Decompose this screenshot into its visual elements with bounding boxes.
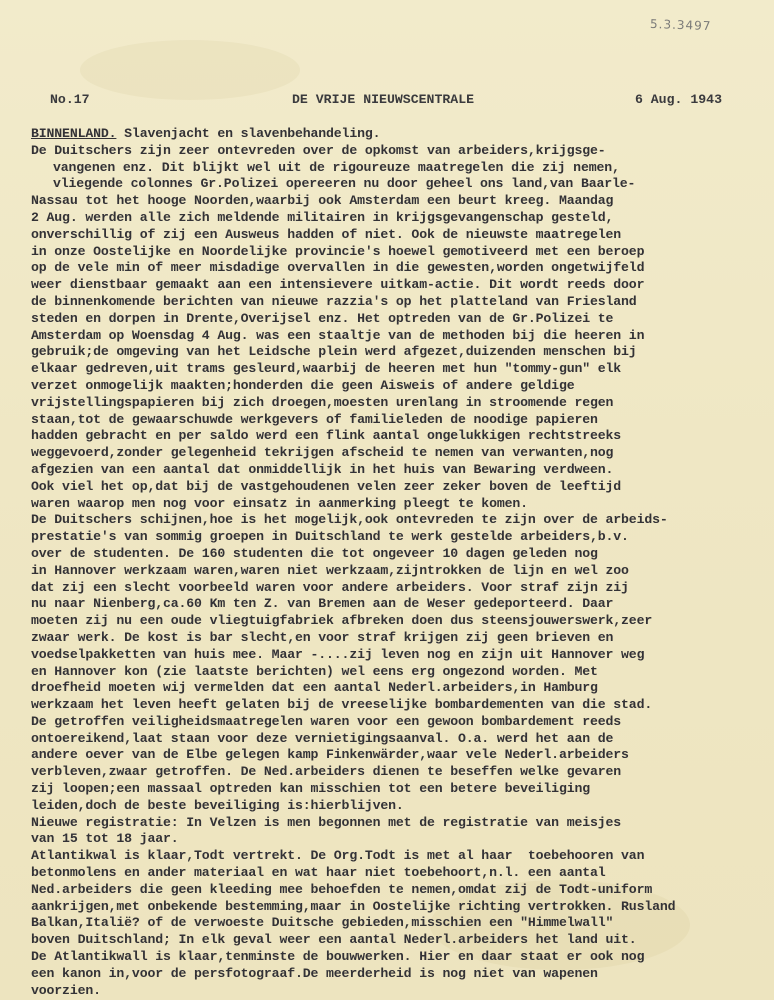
text-line: staan,tot de gewaarschuwde werkgevers of familieleden de noodige papieren xyxy=(31,411,598,427)
text-line: Ned.arbeiders die geen kleeding mee behoefden te nemen,omdat zij de Todt-uniform xyxy=(31,881,653,897)
text-line: voedselpakketten van huis mee. Maar -....zij leven nog en zijn uit Hannover weg xyxy=(31,646,645,662)
text-line: De Atlantikwall is klaar,tenminste de bouwwerken. Hier en daar staat er ook nog xyxy=(31,949,645,965)
text-line: over de studenten. De 160 studenten die tot ongeveer 10 dagen geleden nog xyxy=(31,545,598,561)
text-line: aankrijgen,met onbekende bestemming,maar in Oostelijke richting vertrokken. Rusland xyxy=(31,898,676,914)
text-line: zwaar werk. De kost is bar slecht,en voor straf krijgen zij geen brieven en xyxy=(31,629,614,645)
issue-number: No.17 xyxy=(50,92,90,107)
text-line: afgezien van een aantal dat onmiddellijk in het huis van Bewaring verdween. xyxy=(31,461,614,477)
text-line: boven Duitschland; In elk geval weer een aantal Nederl.arbeiders het land uit. xyxy=(31,932,637,948)
text-line: dat zij een slecht voorbeeld waren voor andere arbeiders. Voor straf zijn zij xyxy=(31,579,629,595)
text-line: en Hannover kon (zie laatste berichten) wel eens erg ongezond worden. Met xyxy=(31,663,598,679)
text-line: vrijstellingspapieren bij zich droegen,moesten urenlang in stroomende regen xyxy=(31,394,614,410)
text-line: vangenen enz. Dit blijkt wel uit de rigoureuze maatregelen die zij nemen, xyxy=(53,159,620,175)
text-line: een kanon in,voor de persfotograaf.De meerderheid is nog niet van wapenen xyxy=(31,965,598,981)
text-line: Nieuwe registratie: In Velzen is men begonnen met de registratie van meisjes xyxy=(31,814,622,830)
text-line: steden en dorpen in Drente,Overijsel enz. Het optreden van de Gr.Polizei te xyxy=(31,310,614,326)
text-line: betonmolens en ander materiaal en wat haar niet toebehoort,n.l. een aantal xyxy=(31,865,606,881)
text-line: Atlantikwal is klaar,Todt vertrekt. De Org.Todt is met al haar toebehooren van xyxy=(31,848,645,864)
text-line: vliegende colonnes Gr.Polizei opereeren nu door geheel ons land,van Baarle- xyxy=(53,176,636,192)
text-line: Nassau tot het hooge Noorden,waarbij ook Amsterdam een beurt kreeg. Maandag xyxy=(31,193,614,209)
text-line: weggevoerd,zonder gelegenheid tekrijgen afscheid te nemen van verwanten,nog xyxy=(31,445,614,461)
text-line: andere oever van de Elbe gelegen kamp Finkenwärder,waar vele Nederl.arbeiders xyxy=(31,747,629,763)
text-line: de binnenkomende berichten van nieuwe razzia's op het platteland van Friesland xyxy=(31,293,637,309)
text-line: nu naar Nienberg,ca.60 Km ten Z. van Bremen aan de Weser gedeporteerd. Daar xyxy=(31,596,614,612)
text-line: zij loopen;een massaal optreden kan misschien tot een betere beveiliging xyxy=(31,781,590,797)
text-line: gebruik;de omgeving van het Leidsche plein werd afgezet,duizenden menschen bij xyxy=(31,344,637,360)
paper-stain xyxy=(80,40,300,100)
text-line: 2 Aug. werden alle zich meldende militairen in krijgsgevangenschap gesteld, xyxy=(31,209,614,225)
text-line: elkaar gedreven,uit trams gesleurd,waarbij de heeren met hun "tommy-gun" elk xyxy=(31,361,622,377)
text-line: De getroffen veiligheidsmaatregelen waren voor een gewoon bombardement reeds xyxy=(31,713,622,729)
document-body xyxy=(31,126,761,999)
text-line: leiden,doch de beste beveiliging is:hierblijven. xyxy=(31,797,404,813)
line-text: Slavenjacht en slavenbehandeling. xyxy=(116,126,381,141)
issue-date: 6 Aug. 1943 xyxy=(634,92,722,107)
text-line: waren waarop men nog voor einsatz in aanmerking pleegt te komen. xyxy=(31,495,528,511)
text-line: onverschillig of zij een Ausweus hadden of niet. Ook de nieuwste maatregelen xyxy=(31,226,622,242)
text-line: verzet onmogelijk maakten;honderden die geen Aisweis of andere geldige xyxy=(31,377,575,393)
text-line: voorzien. xyxy=(31,982,101,998)
text-line: verbleven,zwaar getroffen. De Ned.arbeiders dienen te beseffen welke gevaren xyxy=(31,764,622,780)
archive-number: 5.3.3497 xyxy=(649,16,712,34)
text-line: Ook viel het op,dat bij de vastgehoudenen velen zeer zeker boven de leeftijd xyxy=(31,478,622,494)
text-line: van 15 tot 18 jaar. xyxy=(31,831,179,847)
text-line: op de vele min of meer misdadige overvallen in die gewesten,worden ongetwijfeld xyxy=(31,260,645,276)
text-line: moeten zij nu een oude vliegtuigfabriek afbreken doen dus steensjouwerswerk,zeer xyxy=(31,613,653,629)
text-line: hadden gebracht en per saldo werd een flink aantal ongelukkigen rechtstreeks xyxy=(31,428,622,444)
text-line: Balkan,Italië? of de verwoeste Duitsche gebieden,misschien een "Himmelwall" xyxy=(31,915,614,931)
text-line: droefheid moeten wij vermelden dat een aantal Nederl.arbeiders,in Hamburg xyxy=(31,680,598,696)
text-line: ontoereikend,laat staan voor deze vernietigingsaanval. O.a. werd het aan de xyxy=(31,730,614,746)
text-line: in Hannover werkzaam waren,waren niet werkzaam,zijntrokken de lijn en wel zoo xyxy=(31,562,629,578)
text-line: prestatie's van sommig groepen in Duitschland te werk gestelde arbeiders,b.v. xyxy=(31,529,629,545)
text-line: in onze Oostelijke en Noordelijke provincie's hoewel gemotiveerd met een beroep xyxy=(31,243,645,259)
document-header xyxy=(50,92,722,110)
text-line: weer dienstbaar gemaakt aan een intensievere uitkam-actie. Dit wordt reeds door xyxy=(31,277,645,293)
text-line: Amsterdam op Woensdag 4 Aug. was een staaltje van de methoden bij die heeren in xyxy=(31,327,645,343)
publication-title: DE VRIJE NIEUWSCENTRALE xyxy=(292,92,475,107)
section-heading: BINNENLAND. xyxy=(31,126,117,141)
text-line: De Duitschers zijn zeer ontevreden over de opkomst van arbeiders,krijgsge- xyxy=(31,142,606,158)
text-line xyxy=(31,126,761,143)
text-line: De Duitschers schijnen,hoe is het mogelijk,ook ontevreden te zijn over de arbeids- xyxy=(31,512,668,528)
text-line: werkzaam het leven heeft gelaten bij de vreeselijke bombardementen van die stad. xyxy=(31,697,653,713)
